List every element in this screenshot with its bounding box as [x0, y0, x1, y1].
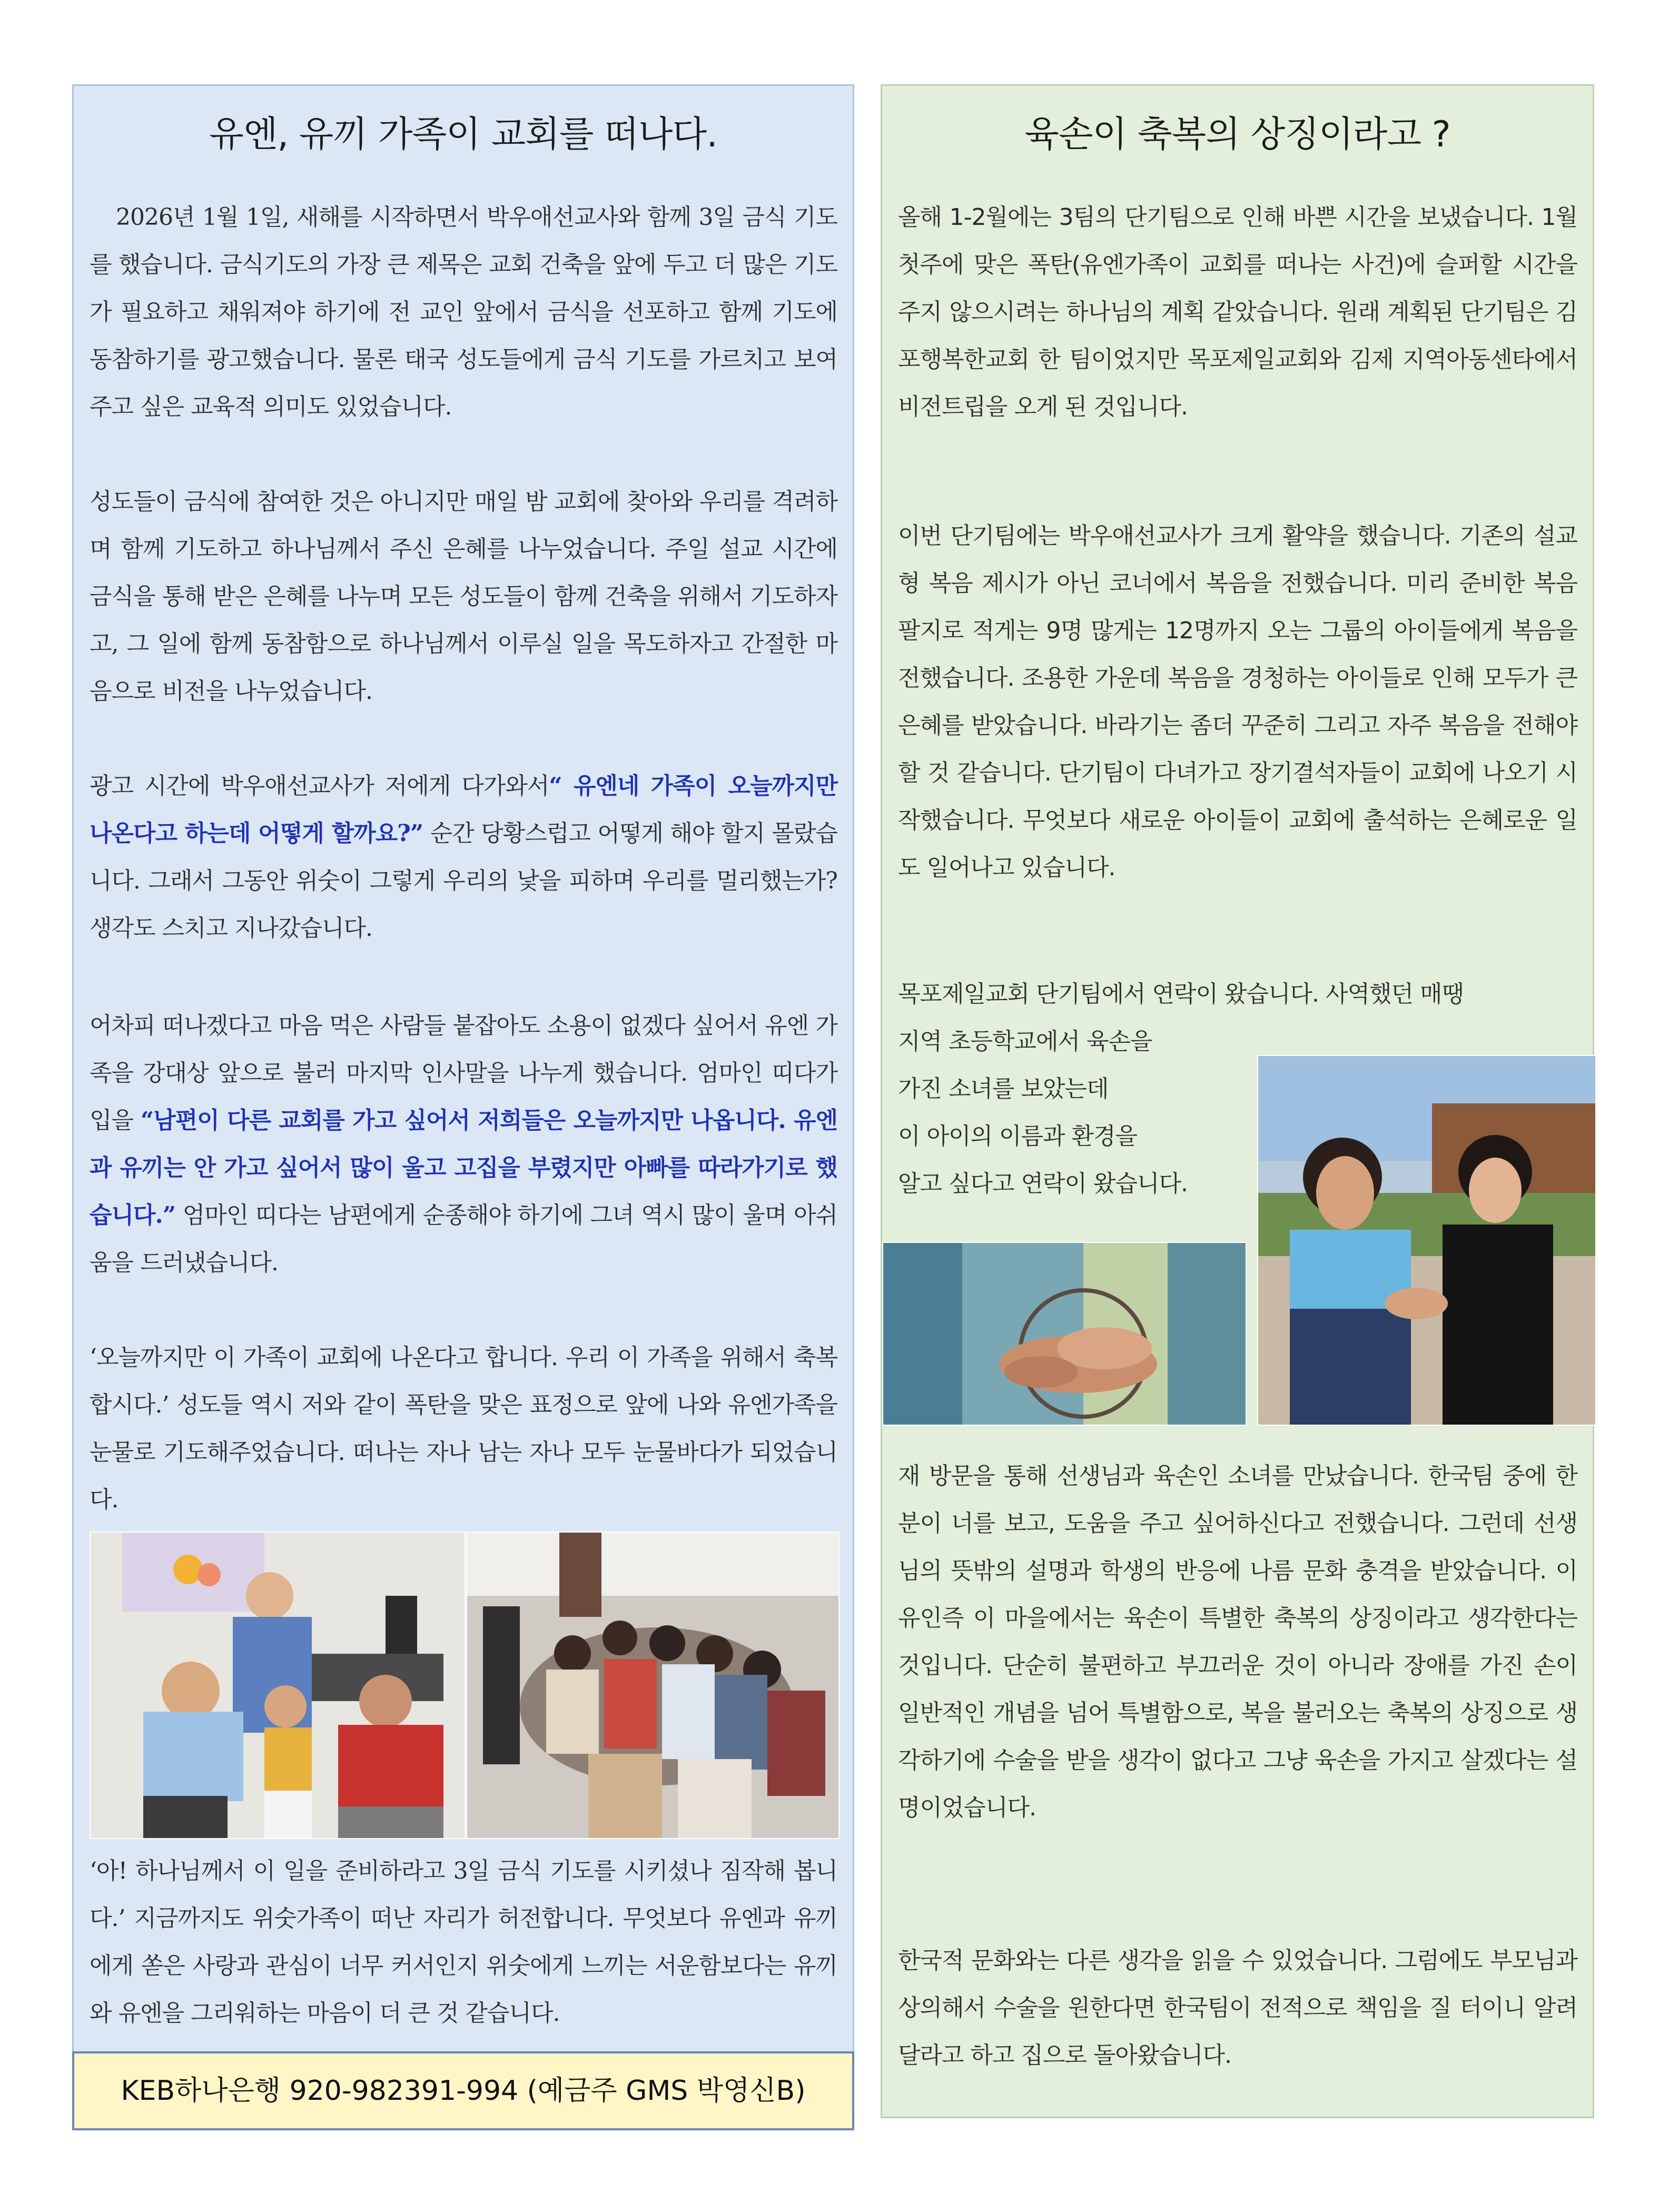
right-paragraph-3-line-5: 알고 싶다고 연락이 왔습니다. — [898, 1170, 1188, 1197]
left-quote-tida: “남편이 다른 교회를 가고 싶어서 저희들은 오늘까지만 나옵니다. 유엔과 유끼는 안 가고 싶어서 많이 울고 고집을 부렸지만 아빠를 따라가기로 했습니다.” — [90, 1107, 837, 1229]
girl-teacher-photo — [1257, 1055, 1596, 1426]
left-paragraph-4-text-a: 어차피 떠나겠다고 마음 먹은 사람들 붙잡아도 소용이 없겠다 싶어서 유엔 가족을 강대상 앞으로 불러 마지막 인사말을 나누게 했습니다. 엄마인 띠다가 입을 — [90, 1012, 837, 1134]
right-paragraph-3-line-3: 가진 소녀를 보았는데 — [898, 1075, 1109, 1102]
left-article-title: 유엔, 유끼 가족이 교회를 떠나다. — [209, 114, 717, 155]
prayer-photo — [466, 1532, 840, 1839]
right-paragraph-1: 올해 1-2월에는 3팀의 단기팀으로 인해 바쁜 시간을 보냈습니다. 1월 첫주에 맞은 폭탄(유엔가족이 교회를 떠나는 사건)에 슬퍼할 시간을 주지 않으시려는 하나님의 계획 같았습니다. 원래 계획된 단기팀은 김포행복한교회 한 팀이었지만 목포제일교회와 김제 지역아동센타에서 비전트립을 오게 된 것입니다. — [898, 204, 1577, 420]
right-article — [881, 84, 1594, 2118]
right-paragraph-3-line-2: 지역 초등학교에서 육손을 — [898, 1028, 1152, 1055]
right-paragraph-5: 한국적 문화와는 다른 생각을 읽을 수 있었습니다. 그럼에도 부모님과 상의해서 수술을 원한다면 한국팀이 전적으로 책임을 질 터이니 알려달라고 하고 집으로 돌아왔습니다. — [898, 1947, 1577, 2069]
left-paragraph-4 — [90, 1002, 837, 1287]
left-paragraph-2: 성도들이 금식에 참여한 것은 아니지만 매일 밤 교회에 찾아와 우리를 격려하며 함께 기도하고 하나님께서 주신 은혜를 나누었습니다. 주일 설교 시간에 금식을 통해 받은 은혜를 나누며 모든 성도들이 함께 건축을 위해서 기도하자고, 그 일에 함께 동참함으로 하나님께서 이루실 일을 목도하자고 간절한 마음으로 비전을 나누었습니다. — [90, 488, 837, 705]
right-paragraph-4: 재 방문을 통해 선생님과 육손인 소녀를 만났습니다. 한국팀 중에 한 분이 너를 보고, 도움을 주고 싶어하신다고 전했습니다. 그런데 선생님의 뜻밖의 설명과 학생의 반응에 나름 문화 충격을 받았습니다. 이유인즉 이 마을에서는 육손이 특별한 축복의 상징이라고 생각한다는 것입니다. 단순히 불편하고 부끄러운 것이 아니라 장애를 가진 손이 일반적인 개념을 넘어 특별함으로, 복을 불러오는 축복의 상징으로 생각하기에 수술을 받을 생각이 없다고 그냥 육손을 가지고 살겠다는 설명이었습니다. — [898, 1463, 1577, 1821]
left-paragraph-5: ‘오늘까지만 이 가족이 교회에 나온다고 합니다. 우리 이 가족을 위해서 축복합시다.’ 성도들 역시 저와 같이 폭탄을 맞은 표정으로 앞에 나와 유엔가족을 눈물로 기도해주었습니다. 떠나는 자나 남는 자나 모두 눈물바다가 되었습니다. — [90, 1344, 837, 1513]
left-paragraph-3-text-a: 광고 시간에 박우애선교사가 저에게 다가와서 — [90, 773, 549, 799]
right-paragraph-3-first-line: 목포제일교회 단기팀에서 연락이 왔습니다. 사역했던 매땡 — [898, 981, 1464, 1008]
right-article-title: 육손이 축복의 상징이라고 ? — [1024, 114, 1450, 155]
right-paragraph-2: 이번 단기팀에는 박우애선교사가 크게 활약을 했습니다. 기존의 설교형 복음 제시가 아닌 코너에서 복음을 전했습니다. 미리 준비한 복음 팔지로 적게는 9명 많게는 12명까지 오는 그룹의 아이들에게 복음을 전했습니다. 조용한 가운데 복음을 경청하는 아이들로 인해 모두가 큰 은혜를 받았습니다. 바라기는 좀더 꾸준히 그리고 자주 복음을 전해야 할 것 같습니다. 단기팀이 다녀가고 장기결석자들이 교회에 나오기 시작했습니다. 무엇보다 새로운 아이들이 교회에 출석하는 은혜로운 일도 일어나고 있습니다. — [898, 522, 1577, 881]
hands-photo — [882, 1242, 1247, 1426]
left-paragraph-1: 2026년 1월 1일, 새해를 시작하면서 박우애선교사와 함께 3일 금식 기도를 했습니다. 금식기도의 가장 큰 제목은 교회 건축을 앞에 두고 더 많은 기도가 필요하고 채워져야 하기에 전 교인 앞에서 금식을 선포하고 함께 기도에 동참하기를 광고했습니다. 물론 태국 성도들에게 금식 기도를 가르치고 보여주고 싶은 교육적 의미도 있었습니다. — [90, 204, 837, 420]
left-paragraph-4-text-b: 엄마인 띠다는 남편에게 순종해야 하기에 그녀 역시 많이 울며 아쉬움을 드러냈습니다. — [90, 1202, 837, 1276]
left-paragraph-3-text-b: 순간 당황스럽고 어떻게 해야 할지 몰랐습니다. 그래서 그동안 위숫이 그렇게 우리의 낯을 피하며 우리를 멀리했는가? 생각도 스치고 지나갔습니다. — [90, 820, 837, 942]
left-article — [72, 84, 854, 2128]
left-quote-missionary: “ 유엔네 가족이 오늘까지만 나온다고 하는데 어떻게 할까요?” — [90, 773, 837, 847]
left-paragraph-6: ‘아! 하나님께서 이 일을 준비하라고 3일 금식 기도를 시키셨나 짐작해 봅니다.’ 지금까지도 위숫가족이 떠난 자리가 허전합니다. 무엇보다 유엔과 유끼에게 쏟은 사랑과 관심이 너무 커서인지 위숫에게 느끼는 서운함보다는 유끼와 유엔을 그리워하는 마음이 더 큰 것 같습니다. — [90, 1858, 837, 2027]
left-paragraph-3 — [90, 763, 837, 952]
bank-account-box: KEB하나은행 920-982391-994 (예금주 GMS 박영신B) — [72, 2051, 854, 2130]
right-paragraph-3-line-4: 이 아이의 이름과 환경을 — [898, 1123, 1137, 1150]
family-photo — [90, 1532, 466, 1839]
